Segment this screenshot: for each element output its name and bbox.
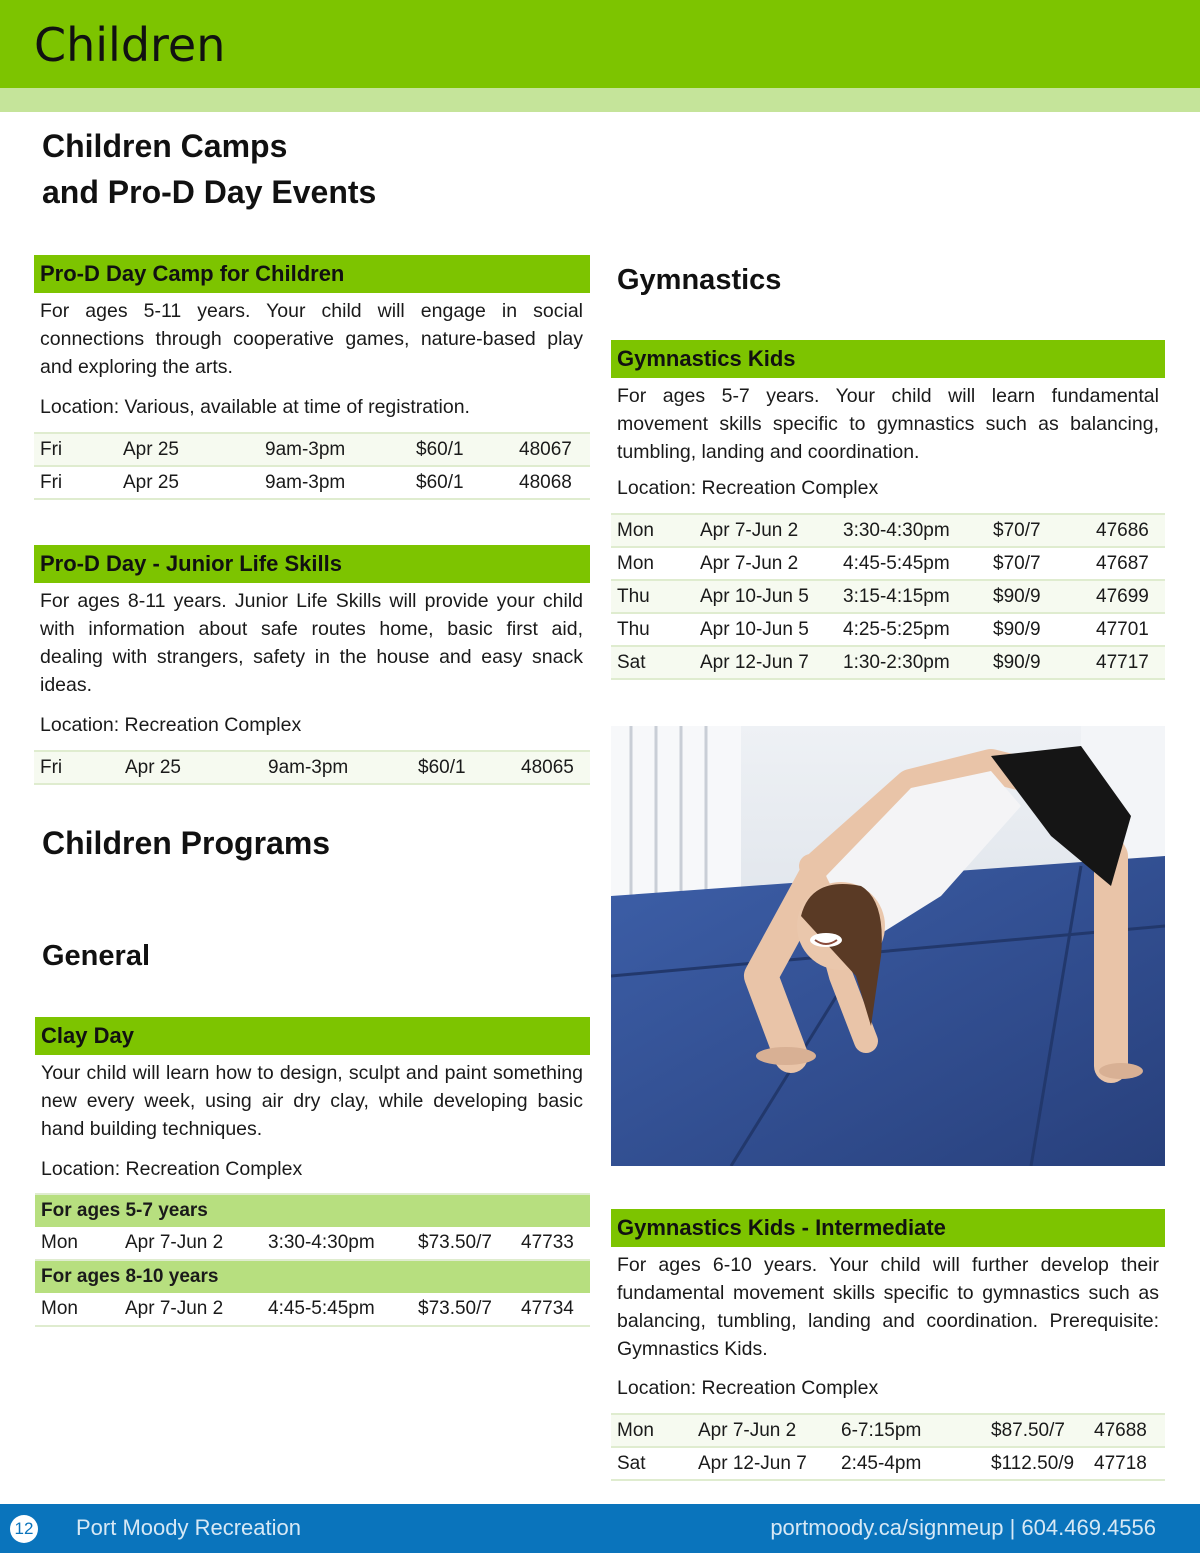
cell-time: 1:30-2:30pm (837, 646, 987, 679)
cell-day: Fri (34, 466, 117, 499)
junior-life-description: For ages 8-11 years. Junior Life Skills will provide your child with information about safe routes home, basic first aid, dealing with strangers, safety in the house and easy snack ideas. (40, 590, 583, 696)
footer-bar (0, 1504, 1200, 1553)
cell-code: 47701 (1090, 613, 1165, 646)
gymnastics-heading: Gymnastics (617, 264, 782, 296)
gymnastics-photo-illustration (611, 726, 1165, 1166)
gym-intermediate-table (611, 1413, 1165, 1481)
clay-day-title: Clay Day (35, 1017, 590, 1055)
general-heading: General (42, 940, 150, 972)
cell-day: Mon (611, 514, 694, 547)
cell-dates: Apr 12-Jun 7 (692, 1447, 835, 1480)
cell-fee: $73.50/7 (412, 1227, 515, 1260)
cell-dates: Apr 25 (117, 466, 259, 499)
cell-day: Fri (34, 751, 119, 784)
table-row (35, 1293, 590, 1326)
gym-kids-location: Location: Recreation Complex (617, 477, 879, 499)
cell-day: Mon (611, 547, 694, 580)
cell-time: 4:45-5:45pm (262, 1293, 412, 1326)
cell-day: Mon (35, 1293, 119, 1326)
cell-fee: $60/1 (410, 433, 513, 466)
table-row (611, 646, 1165, 679)
prod-camp-table (34, 432, 590, 500)
gym-intermediate-description: For ages 6-10 years. Your child will further develop their fundamental movement skills specific to gymnastics such as balancing, tumbling, landing and coordination. Prerequisite: Gymnastics Kids. (617, 1254, 1159, 1360)
programs-heading: Children Programs (42, 825, 331, 861)
cell-dates: Apr 25 (119, 751, 262, 784)
table-row (611, 580, 1165, 613)
gym-intermediate-location: Location: Recreation Complex (617, 1377, 879, 1399)
cell-code: 47687 (1090, 547, 1165, 580)
cell-code: 47686 (1090, 514, 1165, 547)
age-group-label: For ages 8-10 years (35, 1260, 590, 1293)
cell-dates: Apr 7-Jun 2 (694, 547, 837, 580)
cell-time: 9am-3pm (259, 466, 410, 499)
camps-heading-line2: and Pro-D Day Events (42, 174, 377, 210)
clay-day-table (35, 1193, 590, 1327)
cell-dates: Apr 7-Jun 2 (119, 1227, 262, 1260)
page-number: 12 (10, 1515, 38, 1543)
junior-life-table (34, 750, 590, 785)
cell-code: 47699 (1090, 580, 1165, 613)
cell-time: 3:15-4:15pm (837, 580, 987, 613)
table-row (611, 613, 1165, 646)
clay-day-location: Location: Recreation Complex (41, 1158, 303, 1180)
cell-dates: Apr 10-Jun 5 (694, 613, 837, 646)
cell-code: 47717 (1090, 646, 1165, 679)
table-row (34, 466, 590, 499)
cell-fee: $90/9 (987, 580, 1090, 613)
cell-day: Mon (611, 1414, 692, 1447)
age-group-row (35, 1260, 590, 1293)
cell-time: 9am-3pm (262, 751, 412, 784)
table-row (34, 751, 590, 784)
table-row (35, 1227, 590, 1260)
header-accent-band (0, 88, 1200, 112)
cell-code: 47688 (1088, 1414, 1165, 1447)
cell-dates: Apr 10-Jun 5 (694, 580, 837, 613)
cell-time: 3:30-4:30pm (262, 1227, 412, 1260)
gym-intermediate-title: Gymnastics Kids - Intermediate (611, 1209, 1165, 1247)
cell-code: 47733 (515, 1227, 590, 1260)
cell-dates: Apr 7-Jun 2 (692, 1414, 835, 1447)
cell-day: Thu (611, 580, 694, 613)
cell-day: Thu (611, 613, 694, 646)
age-group-label: For ages 5-7 years (35, 1194, 590, 1227)
cell-fee: $70/7 (987, 547, 1090, 580)
age-group-row (35, 1194, 590, 1227)
cell-fee: $87.50/7 (985, 1414, 1088, 1447)
camps-heading (42, 123, 376, 215)
table-row (34, 433, 590, 466)
cell-code: 48067 (513, 433, 590, 466)
junior-life-title: Pro-D Day - Junior Life Skills (34, 545, 590, 583)
gym-kids-description: For ages 5-7 years. Your child will learn fundamental movement skills specific to gymnastics such as balancing, tumbling, landing and coordination. (617, 385, 1159, 463)
cell-fee: $60/1 (410, 466, 513, 499)
cell-time: 4:25-5:25pm (837, 613, 987, 646)
table-row (611, 1447, 1165, 1480)
cell-day: Sat (611, 646, 694, 679)
clay-day-description: Your child will learn how to design, sculpt and paint something new every week, using air dry clay, while developing basic hand building techniques. (41, 1062, 583, 1140)
junior-life-location: Location: Recreation Complex (40, 714, 302, 736)
gymnastics-photo (611, 726, 1165, 1166)
cell-dates: Apr 12-Jun 7 (694, 646, 837, 679)
footer-org-name: Port Moody Recreation (76, 1515, 301, 1540)
cell-day: Mon (35, 1227, 119, 1260)
table-row (611, 1414, 1165, 1447)
cell-fee: $60/1 (412, 751, 515, 784)
prod-camp-title: Pro-D Day Camp for Children (34, 255, 590, 293)
page-title: Children (34, 18, 226, 72)
table-row (611, 514, 1165, 547)
cell-time: 3:30-4:30pm (837, 514, 987, 547)
cell-dates: Apr 25 (117, 433, 259, 466)
cell-fee: $90/9 (987, 613, 1090, 646)
cell-dates: Apr 7-Jun 2 (119, 1293, 262, 1326)
cell-dates: Apr 7-Jun 2 (694, 514, 837, 547)
cell-code: 48065 (515, 751, 590, 784)
prod-camp-location: Location: Various, available at time of registration. (40, 396, 470, 418)
cell-code: 47734 (515, 1293, 590, 1326)
cell-fee: $73.50/7 (412, 1293, 515, 1326)
footer-contact-link[interactable]: portmoody.ca/signmeup | 604.469.4556 (770, 1515, 1156, 1540)
cell-time: 4:45-5:45pm (837, 547, 987, 580)
cell-code: 48068 (513, 466, 590, 499)
camps-heading-line1: Children Camps (42, 128, 288, 164)
prod-camp-description: For ages 5-11 years. Your child will engage in social connections through cooperative games, nature-based play and exploring the arts. (40, 300, 583, 378)
cell-time: 6-7:15pm (835, 1414, 985, 1447)
gym-kids-table (611, 513, 1165, 680)
cell-code: 47718 (1088, 1447, 1165, 1480)
cell-time: 2:45-4pm (835, 1447, 985, 1480)
cell-fee: $90/9 (987, 646, 1090, 679)
table-row (611, 547, 1165, 580)
cell-fee: $70/7 (987, 514, 1090, 547)
gym-kids-title: Gymnastics Kids (611, 340, 1165, 378)
cell-time: 9am-3pm (259, 433, 410, 466)
cell-day: Sat (611, 1447, 692, 1480)
cell-day: Fri (34, 433, 117, 466)
cell-fee: $112.50/9 (985, 1447, 1088, 1480)
